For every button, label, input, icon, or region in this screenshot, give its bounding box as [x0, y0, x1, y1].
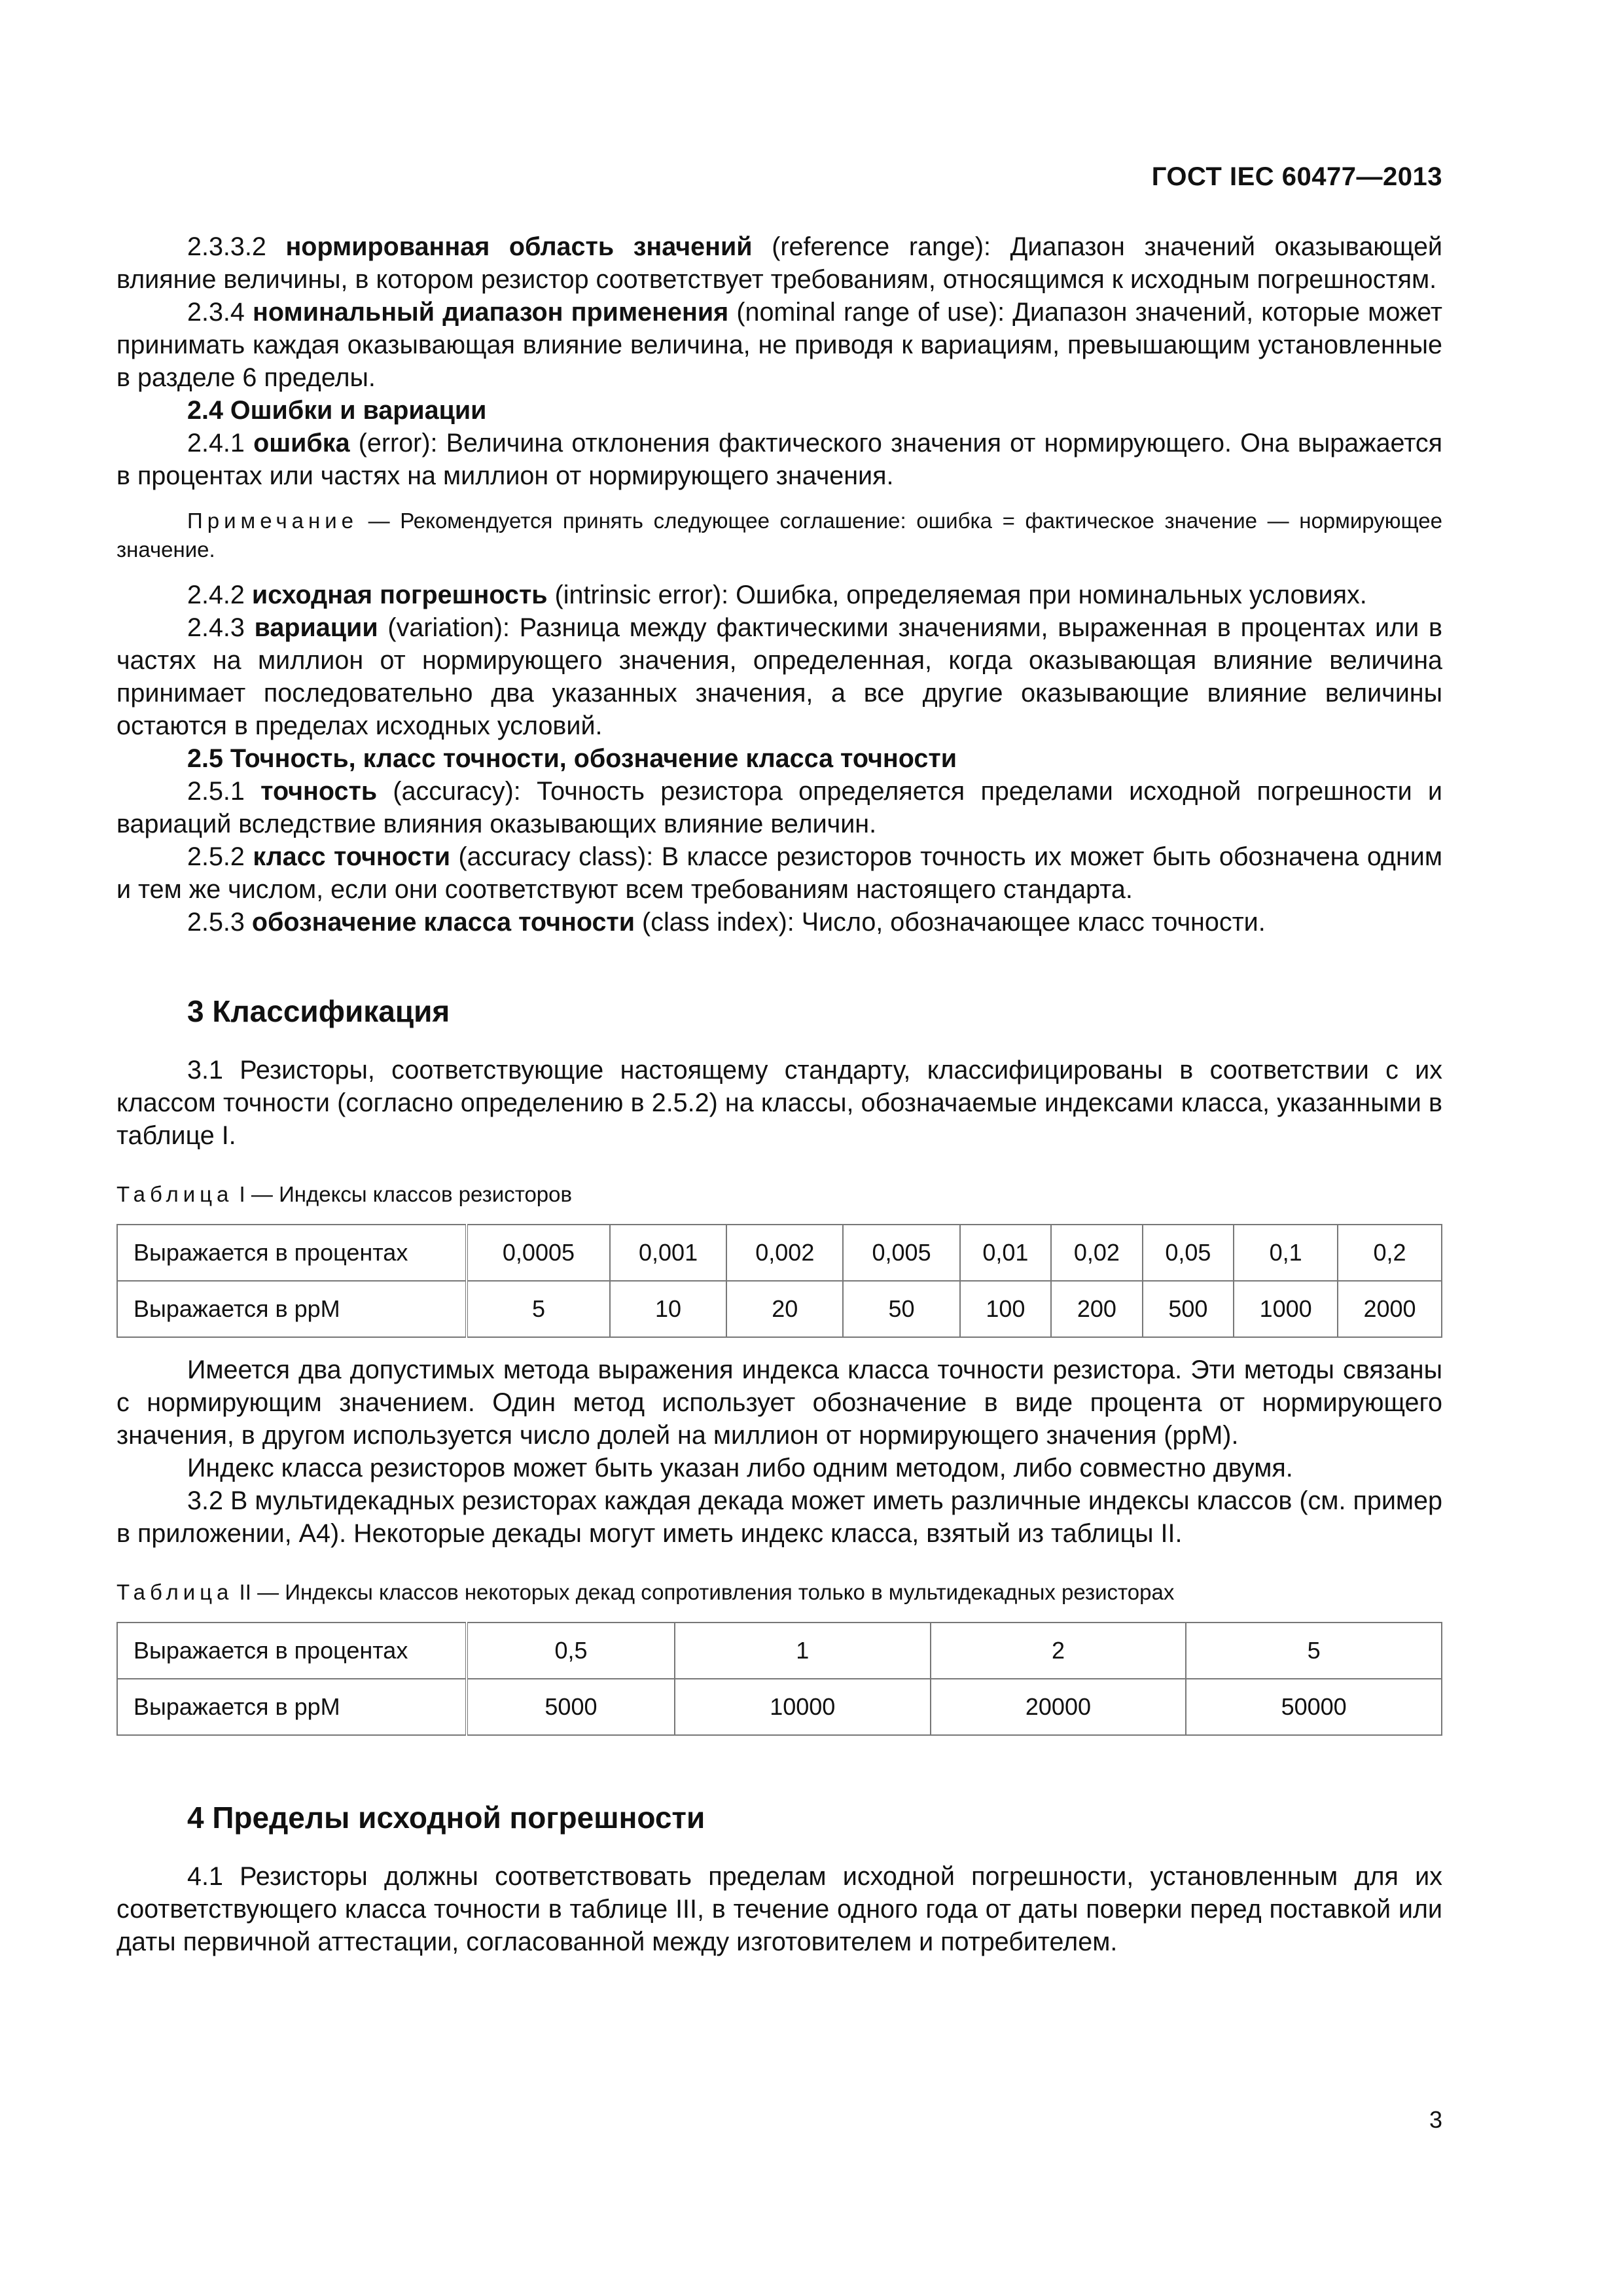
clause-number: 2.4.2 — [187, 581, 252, 609]
document-code-header: ГОСТ IEC 60477—2013 — [1151, 162, 1442, 191]
paragraph-4-1: 4.1 Резисторы должны соответствовать пределам исходной погрешности, установленным для их соответствующего класса точности в таблице III, в течение одного года от даты поверки перед поставкой или даты первичной аттестации, согласованной между изготовителем и потребителем. — [116, 1862, 1442, 1956]
section-heading-4: 4 Пределы исходной погрешности — [187, 1801, 705, 1835]
term: вариации — [254, 613, 378, 642]
table-cell: 0,01 — [960, 1225, 1052, 1281]
paragraph-2-3-3-2 — [116, 230, 1442, 296]
clause-number: 2.3.3.2 — [187, 232, 286, 261]
table-cell: 1 — [675, 1623, 931, 1679]
table-row — [117, 1623, 1442, 1679]
heading-text: 2.5 Точность, класс точности, обозначение класса точности — [187, 744, 957, 773]
table-cell: 0,005 — [843, 1225, 959, 1281]
table-cell: 0,5 — [467, 1623, 675, 1679]
table-cell: 1000 — [1234, 1281, 1338, 1337]
paragraph-2-5-1 — [116, 775, 1442, 840]
paragraph-3-1: 3.1 Резисторы, соответствующие настоящему стандарту, классифицированы в соответствии с их классом точности (согласно определению в 2.5.2) на классы, обозначаемые индексами класса, указанными в таблице I. — [116, 1056, 1442, 1150]
table-cell: 200 — [1051, 1281, 1143, 1337]
table-cell: 5 — [467, 1281, 610, 1337]
table-row — [117, 1679, 1442, 1735]
paragraph-2-4-2 — [116, 579, 1442, 611]
table-2 — [116, 1622, 1442, 1736]
table-cell: 5 — [1186, 1623, 1442, 1679]
table-cell: 0,1 — [1234, 1225, 1338, 1281]
definition: (class index): Число, обозначающее класс точности. — [635, 908, 1266, 937]
table-cell: 5000 — [467, 1679, 675, 1735]
term: номинальный диапазон применения — [253, 298, 729, 327]
term: исходная погрешность — [251, 581, 548, 609]
clause-number: 2.5.1 — [187, 777, 261, 806]
table-cell: 2 — [931, 1623, 1186, 1679]
table-cell: 10000 — [675, 1679, 931, 1735]
paragraph-2-5-2 — [116, 840, 1442, 906]
paragraph-class-index-note: Индекс класса резисторов может быть указан либо одним методом, либо совместно двумя. — [187, 1454, 1293, 1482]
document-body — [116, 230, 1442, 1958]
table-cell: 0,001 — [610, 1225, 726, 1281]
note-text: — Рекомендуется принять следующее соглашение: ошибка = фактическое значение — нормирующее значение. — [116, 509, 1442, 562]
section-heading-3: 3 Классификация — [187, 994, 450, 1028]
table-caption-text: I — Индексы классов резисторов — [233, 1182, 573, 1206]
table-caption-label: Таблица — [116, 1580, 234, 1604]
table-cell: 20000 — [931, 1679, 1186, 1735]
term: ошибка — [253, 429, 350, 457]
definition: (intrinsic error): Ошибка, определяемая при номинальных условиях. — [547, 581, 1367, 609]
definition: (reference range): Диапазон значений оказывающей влияние величины, в котором резистор соответствует требованиям, относящимся к исходным погрешностям. — [116, 232, 1442, 294]
table-row — [117, 1225, 1442, 1281]
clause-number: 2.5.2 — [187, 842, 253, 871]
note — [116, 507, 1442, 564]
row-header: Выражается в ppM — [117, 1281, 467, 1337]
table-cell: 500 — [1143, 1281, 1234, 1337]
row-header: Выражается в процентах — [117, 1623, 467, 1679]
table-cell: 0,2 — [1338, 1225, 1442, 1281]
page-number: 3 — [1429, 2106, 1442, 2133]
row-header: Выражается в процентах — [117, 1225, 467, 1281]
table-cell: 2000 — [1338, 1281, 1442, 1337]
table-cell: 20 — [726, 1281, 843, 1337]
paragraph-2-4-3 — [116, 611, 1442, 742]
table-1-caption — [116, 1178, 1442, 1211]
paragraph-2-3-4 — [116, 296, 1442, 394]
table-cell: 0,02 — [1051, 1225, 1143, 1281]
definition: (error): Величина отклонения фактического значения от нормирующего. Она выражается в процентах или частях на миллион от нормирующего значения. — [116, 429, 1443, 490]
row-header: Выражается в ppM — [117, 1679, 467, 1735]
table-caption-text: II — Индексы классов некоторых декад сопротивления только в мультидекадных резисторах — [233, 1580, 1175, 1604]
clause-number: 2.4.1 — [187, 429, 254, 457]
clause-number: 2.4.3 — [187, 613, 255, 642]
table-cell: 0,0005 — [467, 1225, 610, 1281]
definition: (accuracy): Точность резистора определяется пределами исходной погрешности и вариаций вследствие влияния оказывающих влияние величин. — [116, 777, 1442, 838]
table-2-caption — [116, 1576, 1442, 1609]
term: нормированная область значений — [285, 232, 753, 261]
term: класс точности — [253, 842, 450, 871]
paragraph-2-5-3 — [116, 906, 1442, 939]
term: обозначение класса точности — [251, 908, 635, 937]
clause-number: 2.5.3 — [187, 908, 252, 937]
clause-number: 2.3.4 — [187, 298, 253, 327]
definition: (nominal range of use): Диапазон значений, которые может принимать каждая оказывающая влияние величина, не приводя к вариациям, превышающим установленные в разделе 6 пределы. — [116, 298, 1443, 392]
definition: (variation): Разница между фактическими значениями, выраженная в процентах или в частях на миллион от нормирующего значения, определенная, когда оказывающая влияние величина принимает последовательно два указанных значения, а все другие оказывающие влияние величины остаются в пределах исходных условий. — [116, 613, 1442, 740]
table-cell: 0,05 — [1143, 1225, 1234, 1281]
subsection-heading-2-4 — [116, 394, 1442, 427]
table-1 — [116, 1224, 1442, 1338]
table-cell: 100 — [960, 1281, 1052, 1337]
note-label: Примечание — [187, 509, 359, 533]
table-caption-label: Таблица — [116, 1182, 234, 1206]
table-cell: 50 — [843, 1281, 959, 1337]
heading-text: 2.4 Ошибки и вариации — [187, 396, 487, 425]
definition: (accuracy class): В классе резисторов точность их может быть обозначена одним и тем же числом, если они соответствуют всем требованиям настоящего стандарта. — [116, 842, 1443, 904]
subsection-heading-2-5 — [116, 742, 1442, 775]
term: точность — [260, 777, 378, 806]
table-cell: 50000 — [1186, 1679, 1442, 1735]
table-cell: 0,002 — [726, 1225, 843, 1281]
paragraph-2-4-1 — [116, 427, 1442, 492]
table-cell: 10 — [610, 1281, 726, 1337]
paragraph-3-2: 3.2 В мультидекадных резисторах каждая декада может иметь различные индексы классов (см. пример в приложении, А4). Некоторые декады могут иметь индекс класса, взятый из таблицы II. — [116, 1486, 1442, 1548]
paragraph-class-methods: Имеется два допустимых метода выражения индекса класса точности резистора. Эти методы связаны с нормирующим значением. Один метод использует обозначение в виде процента от нормирующего значения, в другом используется число долей на миллион от нормирующего значения (ppM). — [116, 1355, 1442, 1450]
table-row — [117, 1281, 1442, 1337]
